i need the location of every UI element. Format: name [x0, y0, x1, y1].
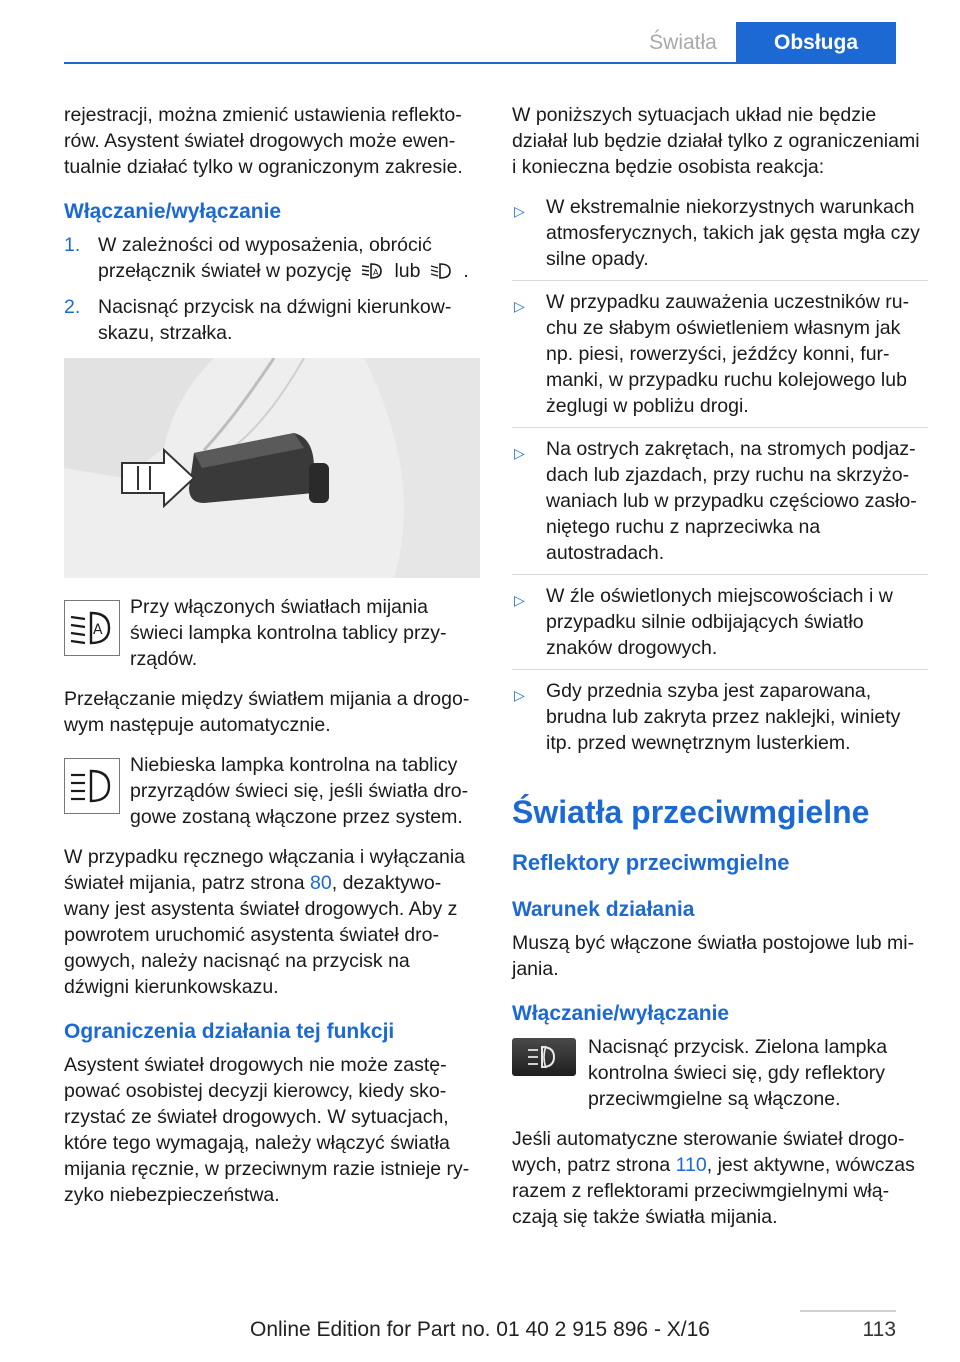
- page-link-80[interactable]: 80: [310, 872, 332, 894]
- step-text: W zależności od wyposażenia, obrócić przełącznik świateł w pozycję: [98, 234, 432, 282]
- situation-item: [512, 289, 928, 428]
- step-or: lub: [394, 260, 421, 282]
- lowbeam-indicator-text: Przy włączonych światłach mijania świeci lampka kontrolna tablicy przyrządów.: [130, 596, 447, 670]
- situation-text: Na ostrych zakrętach, na stromych podjazdach lub zjazdach, przy ruchu na skrzyżowaniach lub w przypadku częściowo zasłoniętego ruchu z naprzeciwka na autostradach.: [546, 438, 917, 564]
- high-beam-assistant-indicator-icon: [64, 600, 120, 656]
- heading-onoff: Włączanie/wyłączanie: [64, 200, 282, 223]
- situation-text: W przypadku zauważenia uczestników ruchu ze słabym oświetleniem własnym jak np. piesi, rowerzyści, jeźdźcy konni, furmanki, w przypadku ruchu kolejowego lub żeglugi w pobliżu drogi.: [546, 291, 910, 417]
- fog-button-block: [512, 1034, 928, 1112]
- header-rule: [64, 62, 896, 64]
- steps-list: [64, 232, 480, 346]
- header-tab-section: Światła: [649, 31, 717, 54]
- svg-text:A: A: [93, 622, 103, 638]
- highbeam-indicator-block: [64, 752, 480, 830]
- bullet-triangle-icon: ▷: [514, 592, 525, 608]
- heading-onoff-fog: Włączanie/wyłączanie: [512, 1002, 730, 1025]
- header-tab-active: Obsługa: [736, 22, 896, 64]
- step-end: .: [463, 260, 469, 282]
- section-title-fog-lights: Światła przeciwmgielne: [512, 794, 870, 830]
- situations-intro: W poniższych sytuacjach układ nie będzie działał lub będzie działał tylko z ograniczeniami i konieczna będzie osobista reakcja:: [512, 104, 920, 178]
- auto-paragraph: [512, 1126, 928, 1230]
- situation-text: Gdy przednia szyba jest zaparowana, brudna lub zakryta przez naklejki, winiety itp. przed wewnętrznym lusterkiem.: [546, 680, 901, 754]
- heading-condition: Warunek działania: [512, 898, 695, 921]
- bullet-triangle-icon: ▷: [514, 687, 525, 703]
- intro-paragraph: rejestracji, można zmienić ustawienia reflektorów. Asystent świateł drogowych może ewentualnie działać tylko w ograniczonym zakresie.: [64, 104, 463, 178]
- step-text: Nacisnąć przycisk na dźwigni kierunkowskazu, strzałka.: [98, 296, 452, 344]
- situation-text: W ekstremalnie niekorzystnych warunkach atmosferycznych, takich jak gęsta mgła czy silne opady.: [546, 196, 920, 270]
- lowbeam-indicator-block: [64, 594, 480, 672]
- heading-limits: Ograniczenia działania tej funkcji: [64, 1020, 395, 1043]
- footer-edition: Online Edition for Part no. 01 40 2 915 896 - X/16: [250, 1318, 710, 1341]
- limits-text: Asystent świateł drogowych nie może zastępować osobistej decyzji kierowcy, kiedy skorzystać ze świateł drogowych. W sytuacjach, które tego wymagają, należy włączyć światła mijania ręcznie, w przeciwnym razie istnieje ryzyko niebezpieczeństwa.: [64, 1054, 470, 1206]
- front-fog-light-button-icon: [512, 1038, 576, 1076]
- subtitle-front-fog: Reflektory przeciwmgielne: [512, 850, 790, 875]
- situations-list: [512, 194, 928, 764]
- situation-item: [512, 194, 928, 281]
- step-1: [64, 232, 480, 284]
- situation-item: [512, 436, 928, 575]
- high-beam-indicator-icon: [64, 758, 120, 814]
- situation-item: [512, 583, 928, 670]
- step-number: 1.: [64, 234, 81, 256]
- lever-illustration: [64, 358, 480, 578]
- situation-item: [512, 678, 928, 764]
- fog-button-text: Nacisnąć przycisk. Zielona lampka kontrolna świeci się, gdy reflektory przeciwmgielne są włączone.: [588, 1036, 888, 1110]
- turn-signal-lever-photo: [64, 358, 480, 578]
- highbeam-indicator-text: Niebieska lampka kontrolna na tablicy przyrządów świeci się, jeśli światła drogowe zostaną włączone przez system.: [130, 754, 469, 828]
- step-2: [64, 294, 480, 346]
- manual-text-b: , dezaktywowany jest asystenta świateł drogowych. Aby z powrotem uruchomić asystenta świateł drogowych, należy nacisnąć na przycisk na dźwigni kierunkowskazu.: [64, 872, 458, 998]
- condition-text: Muszą być włączone światła postojowe lub mijania.: [512, 932, 915, 980]
- page-number: 113: [862, 1318, 896, 1341]
- bullet-triangle-icon: ▷: [514, 203, 525, 219]
- auto-text-a: Jeśli automatyczne sterowanie świateł drogowych, patrz strona: [512, 1128, 905, 1176]
- right-column: [512, 102, 928, 1244]
- auto-text-b: , jest aktywne, wówczas razem z reflektorami przeciwmgielnymi włączają się także światła mijania.: [512, 1154, 915, 1228]
- situation-text: W źle oświetlonych miejscowościach i w przypadku silnie odbijających światło znaków drogowych.: [546, 585, 893, 659]
- bullet-triangle-icon: ▷: [514, 298, 525, 314]
- low-beam-icon: [430, 261, 454, 281]
- page-link-110[interactable]: 110: [675, 1154, 707, 1176]
- manual-paragraph: [64, 844, 480, 1000]
- left-column: [64, 102, 480, 1222]
- bullet-triangle-icon: ▷: [514, 445, 525, 461]
- svg-text:A: A: [373, 268, 379, 277]
- footer-rule: [800, 1310, 896, 1312]
- manual-text-a: W przypadku ręcznego włączania i wyłączania świateł mijania, patrz strona: [64, 846, 466, 894]
- switch-text: Przełączanie między światłem mijania a drogowym następuje automatycznie.: [64, 688, 470, 736]
- step-number: 2.: [64, 296, 81, 318]
- high-beam-assistant-icon: [361, 261, 385, 281]
